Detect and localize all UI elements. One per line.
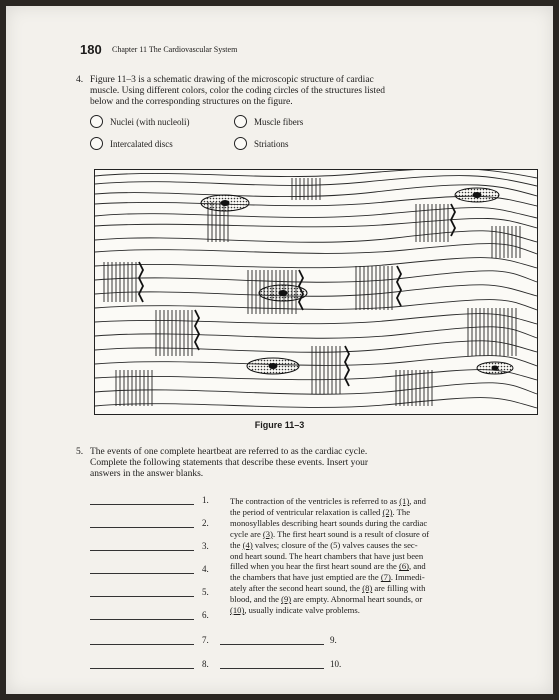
blank-reference: (3) xyxy=(262,528,273,539)
question-5-line: answers in the answer blanks. xyxy=(90,469,204,479)
paragraph-line: the (4) valves; closure of the (5) valves causes the sec- xyxy=(230,539,418,550)
answer-blank-7[interactable] xyxy=(90,644,194,645)
answer-number: 10. xyxy=(330,659,342,669)
cardiac-cycle-paragraph xyxy=(230,496,504,616)
cardiac-muscle-drawing xyxy=(95,170,537,414)
option-label: Muscle fibers xyxy=(254,116,304,127)
answer-number: 3. xyxy=(202,541,209,551)
paragraph-line: ond heart sound. The heart chambers that have just been xyxy=(230,550,424,561)
answer-number: 7. xyxy=(202,635,209,645)
coding-circle[interactable] xyxy=(90,115,103,128)
answer-number: 4. xyxy=(202,564,209,574)
paragraph-line: the period of ventricular relaxation is called (2). The xyxy=(230,506,411,517)
blank-reference: (10) xyxy=(230,605,245,616)
answer-number: 5. xyxy=(202,587,209,597)
question-4-line: muscle. Using different colors, color the coding circles of the structures listed xyxy=(90,86,386,96)
option-muscle-fibers[interactable] xyxy=(234,115,303,128)
coding-circle[interactable] xyxy=(234,115,247,128)
question-5-line: The events of one complete heartbeat are referred to as the cardiac cycle. xyxy=(90,447,368,457)
answer-number: 1. xyxy=(202,495,209,505)
paragraph-line: The contraction of the ventricles is referred to as (1), and xyxy=(230,496,426,506)
answer-blank-4[interactable] xyxy=(90,573,194,574)
answer-blank-5[interactable] xyxy=(90,596,194,597)
question-4-number: 4. xyxy=(76,75,84,85)
question-4-line: Figure 11–3 is a schematic drawing of the microscopic structure of cardiac xyxy=(90,75,374,85)
figure-caption: Figure 11–3 xyxy=(254,420,305,430)
chapter-header: Chapter 11 The Cardiovascular System xyxy=(112,45,238,54)
answer-number: 6. xyxy=(202,610,209,620)
coding-circle[interactable] xyxy=(234,137,247,150)
answer-number: 8. xyxy=(202,659,209,669)
blank-reference: (9) xyxy=(281,594,292,605)
answer-blank-6[interactable] xyxy=(90,619,194,620)
paragraph-line: monosyllables describing heart sounds during the cardiac xyxy=(230,517,428,528)
answer-number: 9. xyxy=(330,635,337,645)
coding-circle[interactable] xyxy=(90,137,103,150)
answer-blank-2[interactable] xyxy=(90,527,194,528)
answer-number: 2. xyxy=(202,518,209,528)
workbook-page xyxy=(6,6,553,694)
option-label: Nuclei (with nucleoli) xyxy=(110,116,190,127)
paragraph-line: cycle are (3). The first heart sound is a result of closure of xyxy=(230,528,430,539)
answer-blank-1[interactable] xyxy=(90,504,194,505)
option-label: Striations xyxy=(254,138,289,149)
paragraph-line: blood, and the (9) are empty. Abnormal heart sounds, or xyxy=(230,594,423,605)
answer-blank-3[interactable] xyxy=(90,550,194,551)
page-number: 180 xyxy=(80,42,102,57)
question-5-line: Complete the following statements that describe these events. Insert your xyxy=(90,458,369,468)
option-striations[interactable] xyxy=(234,137,289,150)
question-5-number: 5. xyxy=(76,447,84,457)
blank-reference: (1) xyxy=(399,496,410,506)
question-4-text xyxy=(90,75,450,108)
answer-blank-10[interactable] xyxy=(220,668,324,669)
answer-blank-9[interactable] xyxy=(220,644,324,645)
blank-reference: (8) xyxy=(362,583,373,594)
paragraph-line: ately after the second heart sound, the (8) are filling with xyxy=(230,583,426,594)
cardiac-muscle-figure xyxy=(94,169,538,415)
blank-reference: (6) xyxy=(398,561,409,572)
paragraph-line: the chambers that have just emptied are the (7). Immedi- xyxy=(230,572,425,583)
blank-reference: (2) xyxy=(382,506,393,517)
option-label: Intercalated discs xyxy=(110,138,173,149)
option-nuclei[interactable] xyxy=(90,115,189,128)
blank-reference: (4) xyxy=(242,539,253,550)
option-intercalated-discs[interactable] xyxy=(90,137,173,150)
blank-reference: (7) xyxy=(380,572,391,583)
question-5-text xyxy=(90,447,470,480)
question-4-line: below and the corresponding structures on the figure. xyxy=(90,97,293,107)
paragraph-line: filled when you hear the first heart sound are the (6), and xyxy=(230,561,426,572)
answer-blank-8[interactable] xyxy=(90,668,194,669)
paragraph-line: (10), usually indicate valve problems. xyxy=(230,605,360,616)
